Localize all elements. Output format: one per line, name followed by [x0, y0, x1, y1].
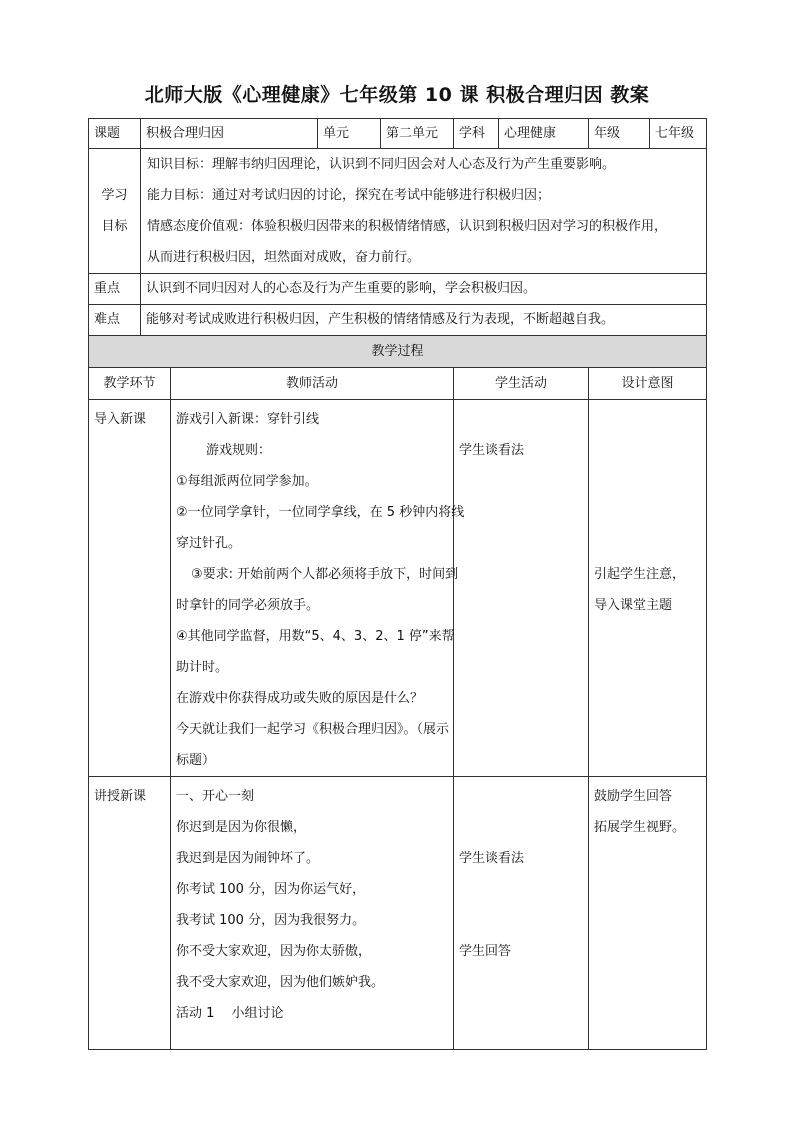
column-header-row	[89, 368, 707, 400]
goals-row	[89, 149, 707, 274]
subject-label: 学科	[454, 119, 499, 149]
lecture-teacher-activity	[171, 777, 454, 1050]
lecture-row	[89, 777, 707, 1050]
lecture-teacher-line: 你不受大家欢迎，因为你太骄傲，	[176, 944, 372, 959]
topic-label: 课题	[89, 119, 141, 149]
intro-teacher-line: ②一位同学拿针，一位同学拿线，在 5 秒钟内将线	[176, 505, 465, 520]
intro-student-activity	[454, 400, 589, 777]
intro-teacher-line: 穿过针孔。	[176, 536, 242, 551]
process-header: 教学过程	[89, 336, 707, 368]
lecture-stage-label: 讲授新课	[94, 789, 147, 804]
document-title: 北师大版《心理健康》七年级第 10 课 积极合理归因 教案	[144, 84, 650, 106]
lecture-student-activity	[454, 777, 589, 1050]
emotion-goal-line1: 情感态度价值观：体验积极归因带来的积极情绪情感，认识到积极归因对学习的积极作用，	[147, 219, 668, 234]
intro-row	[89, 400, 707, 777]
intro-teacher-line: ①每组派两位同学参加。	[176, 474, 318, 489]
lecture-teacher-line: 我考试 100 分，因为我很努力。	[176, 913, 366, 928]
lesson-plan-table	[88, 118, 707, 1050]
grade-label: 年级	[589, 119, 650, 149]
lecture-teacher-line: 我迟到是因为闹钟坏了。	[176, 851, 320, 866]
intro-teacher-activity	[171, 400, 465, 777]
process-header-row	[89, 336, 707, 368]
lecture-intent-line2: 拓展学生视野。	[594, 820, 686, 835]
key-point-text: 认识到不同归因对人的心态及行为产生重要的影响，学会积极归因。	[141, 274, 707, 305]
intro-teacher-line: 时拿针的同学必须放手。	[176, 598, 320, 613]
ability-goal: 能力目标：通过对考试归因的讨论，探究在考试中能够进行积极归因；	[147, 188, 551, 203]
col-teacher-header: 教师活动	[171, 368, 454, 400]
difficulty-text: 能够对考试成败进行积极归因，产生积极的情绪情感及行为表现，不断超越自我。	[141, 305, 707, 336]
emotion-goal-line2: 从而进行积极归因，坦然面对成败，奋力前行。	[147, 250, 421, 265]
col-stage-header: 教学环节	[89, 368, 171, 400]
intro-teacher-line: 标题）	[176, 753, 216, 768]
col-student-header: 学生活动	[454, 368, 589, 400]
intro-teacher-line: 在游戏中你获得成功或失败的原因是什么？	[176, 691, 424, 706]
lecture-teacher-line: 一、开心一刻	[176, 789, 255, 804]
subject-value: 心理健康	[499, 119, 589, 149]
intro-teacher-line: ④其他同学监督，用数“5、4、3、2、1 停”来帮	[176, 629, 455, 644]
lecture-teacher-line: 你迟到是因为你很懒，	[176, 820, 307, 835]
intro-student-text: 学生谈看法	[459, 443, 525, 458]
difficulty-row	[89, 305, 707, 336]
grade-value: 七年级	[650, 119, 707, 149]
difficulty-label: 难点	[89, 305, 141, 336]
unit-label: 单元	[318, 119, 381, 149]
unit-value: 第二单元	[381, 119, 454, 149]
header-row	[89, 119, 707, 149]
intro-teacher-line: 今天就让我们一起学习《积极合理归因》。（展示	[176, 722, 450, 737]
intro-teacher-line: 游戏引入新课：穿针引线	[176, 412, 320, 427]
lecture-teacher-line: 你考试 100 分，因为你运气好，	[176, 882, 366, 897]
lecture-student-text-1: 学生谈看法	[459, 851, 525, 866]
lecture-stage	[89, 777, 171, 1050]
goals-label-line1: 学习	[101, 188, 128, 203]
goals-content	[141, 149, 707, 274]
intro-intent-line1: 引起学生注意，	[594, 567, 686, 582]
lecture-intent-line1: 鼓励学生回答	[594, 789, 673, 804]
lecture-teacher-line: 活动 1 小组讨论	[176, 1006, 284, 1021]
lecture-teacher-line: 我不受大家欢迎，因为他们嫉妒我。	[176, 975, 385, 990]
intro-teacher-line: ③要求: 开始前两个人都必须将手放下，时间到	[191, 567, 459, 582]
intro-design-intent	[589, 400, 707, 777]
key-point-label: 重点	[89, 274, 141, 305]
lecture-design-intent	[589, 777, 707, 1050]
goals-label-line2: 目标	[101, 219, 128, 234]
lecture-student-text-2: 学生回答	[459, 944, 512, 959]
knowledge-goal: 知识目标：理解韦纳归因理论，认识到不同归因会对人心态及行为产生重要影响。	[147, 157, 616, 172]
goals-label	[89, 149, 141, 274]
intro-stage	[89, 400, 171, 777]
topic-value: 积极合理归因	[141, 119, 318, 149]
intro-teacher-line: 游戏规则：	[206, 443, 272, 458]
col-intent-header: 设计意图	[589, 368, 707, 400]
intro-stage-label: 导入新课	[94, 412, 147, 427]
intro-intent-line2: 导入课堂主题	[594, 598, 673, 613]
intro-teacher-line: 助计时。	[176, 660, 229, 675]
key-point-row	[89, 274, 707, 305]
